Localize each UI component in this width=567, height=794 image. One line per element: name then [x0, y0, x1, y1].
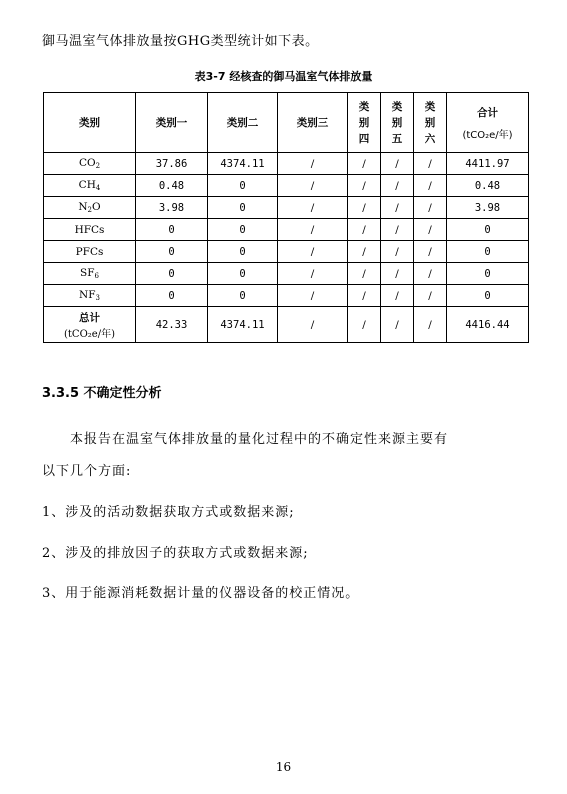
header-total-label: 合计 — [477, 106, 498, 119]
cell-cat4: / — [348, 285, 381, 307]
table-header-row — [44, 93, 529, 153]
header-cat5 — [381, 93, 414, 153]
cell-cat3: / — [278, 241, 348, 263]
cell-total: 0.48 — [447, 175, 529, 197]
table-row — [44, 263, 529, 285]
cell-cat4: / — [348, 219, 381, 241]
cell-cat2: 0 — [208, 285, 278, 307]
cell-cat3: / — [278, 263, 348, 285]
gas-name: HFCs — [44, 219, 136, 241]
cell-cat4: / — [348, 263, 381, 285]
cell-cat6: / — [414, 241, 447, 263]
cell-cat2: 0 — [208, 219, 278, 241]
cell-cat2: 0 — [208, 263, 278, 285]
gas-name: $NF_3$ — [44, 285, 136, 307]
gas-name: $CH_4$ — [44, 175, 136, 197]
cell-cat5: / — [381, 241, 414, 263]
cell-total: 0 — [447, 285, 529, 307]
cell-total: 3.98 — [447, 197, 529, 219]
paragraph-line-1: 本报告在温室气体排放量的量化过程中的不确定性来源主要有 — [70, 432, 449, 447]
list-item: 3、用于能源消耗数据计量的仪器设备的校正情况。 — [42, 586, 360, 601]
gas-name: PFCs — [44, 241, 136, 263]
emissions-table — [43, 92, 529, 343]
cell-cat6: / — [414, 263, 447, 285]
header-cat6 — [414, 93, 447, 153]
section-heading: 3.3.5 不确定性分析 — [42, 386, 162, 401]
header-cat3: 类别三 — [278, 93, 348, 153]
cell-cat3: / — [278, 197, 348, 219]
total-cat5: / — [381, 307, 414, 343]
cell-total: 0 — [447, 263, 529, 285]
table-row — [44, 285, 529, 307]
header-cat1: 类别一 — [136, 93, 208, 153]
header-total — [447, 93, 529, 153]
total-cat4: / — [348, 307, 381, 343]
header-cat4-label: 类别四 — [358, 100, 370, 145]
cell-cat1: 0.48 — [136, 175, 208, 197]
intro-text: 御马温室气体排放量按GHG类型统计如下表。 — [42, 34, 319, 49]
cell-cat2: 0 — [208, 175, 278, 197]
cell-total: 0 — [447, 241, 529, 263]
header-total-unit: (tCO₂e/年) — [462, 129, 513, 141]
cell-cat1: 37.86 — [136, 153, 208, 175]
cell-cat5: / — [381, 263, 414, 285]
table-row — [44, 197, 529, 219]
cell-cat1: 3.98 — [136, 197, 208, 219]
cell-cat1: 0 — [136, 263, 208, 285]
total-cat6: / — [414, 307, 447, 343]
page-number: 16 — [275, 760, 292, 774]
paragraph-line-2: 以下几个方面: — [42, 464, 132, 479]
cell-cat5: / — [381, 197, 414, 219]
cell-cat3: / — [278, 153, 348, 175]
cell-cat6: / — [414, 197, 447, 219]
cell-cat6: / — [414, 219, 447, 241]
cell-cat3: / — [278, 219, 348, 241]
cell-cat4: / — [348, 175, 381, 197]
cell-cat1: 0 — [136, 241, 208, 263]
gas-name: $SF_6$ — [44, 263, 136, 285]
cell-cat4: / — [348, 153, 381, 175]
table-row — [44, 175, 529, 197]
total-cat1: 42.33 — [136, 307, 208, 343]
total-cat3: / — [278, 307, 348, 343]
table-row — [44, 241, 529, 263]
cell-cat6: / — [414, 153, 447, 175]
total-sum: 4416.44 — [447, 307, 529, 343]
cell-cat3: / — [278, 175, 348, 197]
gas-name: $N_2O$ — [44, 197, 136, 219]
cell-cat2: 0 — [208, 197, 278, 219]
header-cat6-label: 类别六 — [424, 100, 436, 145]
header-cat4 — [348, 93, 381, 153]
list-item: 1、涉及的活动数据获取方式或数据来源; — [42, 505, 295, 520]
cell-total: 0 — [447, 219, 529, 241]
cell-cat2: 0 — [208, 241, 278, 263]
cell-cat4: / — [348, 241, 381, 263]
cell-cat5: / — [381, 285, 414, 307]
total-unit: (tCO₂e/年) — [64, 328, 115, 340]
cell-cat6: / — [414, 175, 447, 197]
total-label-cell — [44, 307, 136, 343]
cell-cat1: 0 — [136, 285, 208, 307]
cell-cat4: / — [348, 197, 381, 219]
cell-cat5: / — [381, 219, 414, 241]
cell-cat1: 0 — [136, 219, 208, 241]
total-label: 总计 — [79, 311, 100, 324]
header-cat5-label: 类别五 — [391, 100, 403, 145]
cell-cat3: / — [278, 285, 348, 307]
gas-name: $CO_2$ — [44, 153, 136, 175]
cell-cat5: / — [381, 175, 414, 197]
table-row — [44, 219, 529, 241]
cell-cat2: 4374.11 — [208, 153, 278, 175]
total-cat2: 4374.11 — [208, 307, 278, 343]
list-item: 2、涉及的排放因子的获取方式或数据来源; — [42, 546, 309, 561]
cell-total: 4411.97 — [447, 153, 529, 175]
table-total-row — [44, 307, 529, 343]
table-caption: 表3-7 经核查的御马温室气体排放量 — [194, 70, 373, 83]
cell-cat6: / — [414, 285, 447, 307]
cell-cat5: / — [381, 153, 414, 175]
header-type: 类别 — [44, 93, 136, 153]
header-cat2: 类别二 — [208, 93, 278, 153]
table-row — [44, 153, 529, 175]
